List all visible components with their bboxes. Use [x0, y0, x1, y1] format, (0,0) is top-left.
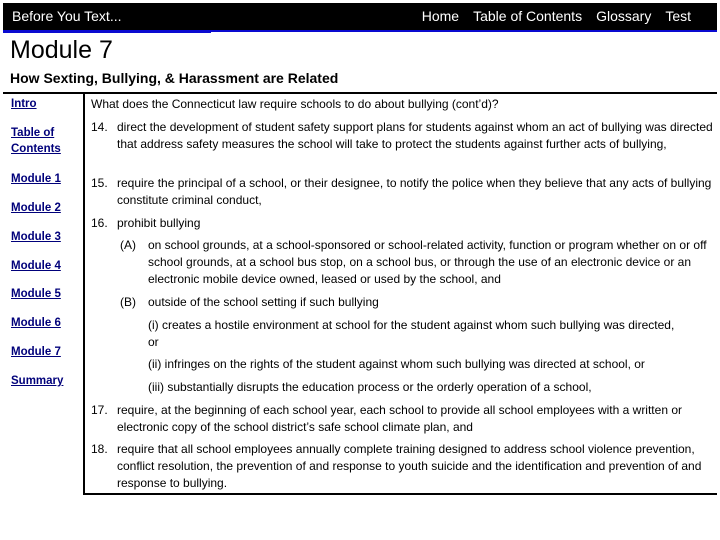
sidebar-item-module-2[interactable]: Module 2: [11, 202, 61, 214]
header-accent-line: [211, 30, 717, 32]
sidebar-item-module-3[interactable]: Module 3: [11, 231, 61, 243]
nav-table-of-contents[interactable]: Table of Contents: [473, 8, 583, 24]
question-heading: What does the Connecticut law require schools to do about bullying (cont’d)?: [91, 97, 499, 111]
page-title: Module 7: [10, 36, 113, 64]
top-bar: [3, 3, 717, 30]
list-item: prohibit bullying: [117, 216, 201, 230]
list-item: (i) creates a hostile environment at school for the student against whom such bullying was directed, or: [148, 318, 675, 349]
divider: [3, 92, 717, 94]
list-item: (ii) infringes on the rights of the student against whom such bullying was directed at school, or: [148, 357, 645, 371]
bottom-divider: [83, 493, 717, 495]
item-number: 14.: [91, 120, 108, 134]
top-nav: [422, 8, 691, 24]
sidebar-divider: [83, 93, 85, 495]
item-number: 17.: [91, 403, 108, 417]
header-accent: [3, 30, 211, 33]
sidebar-item-table-of-contents[interactable]: Table of Contents: [11, 127, 61, 155]
list-item: require, at the beginning of each school year, each school to provide all school employees with a written or electronic copy of the school district’s safe school climate plan, and: [117, 403, 682, 434]
sidebar-item-summary[interactable]: Summary: [11, 375, 64, 387]
page-subtitle: How Sexting, Bullying, & Harassment are Related: [10, 70, 339, 86]
app-title: Before You Text...: [12, 8, 122, 24]
sidebar-item-module-5[interactable]: Module 5: [11, 288, 61, 300]
sidebar-item-module-1[interactable]: Module 1: [11, 173, 61, 185]
list-item: require the principal of a school, or their designee, to notify the police when they believe that any acts of bullying constitute criminal conduct,: [117, 176, 712, 207]
item-number: 15.: [91, 176, 108, 190]
nav-glossary[interactable]: Glossary: [596, 8, 652, 24]
list-item: outside of the school setting if such bullying: [148, 295, 379, 309]
item-number: 18.: [91, 442, 108, 456]
item-number: (B): [120, 295, 136, 309]
nav-home[interactable]: Home: [421, 8, 460, 24]
list-item: on school grounds, at a school-sponsored or school-related activity, function or program whether on or off school grounds, at a school bus stop, on a school bus, or through the use of an electronic device or an electronic mobile device owned, leased or used by the school, and: [148, 238, 707, 286]
sidebar-item-module-6[interactable]: Module 6: [11, 317, 61, 329]
sidebar-item-module-7[interactable]: Module 7: [11, 346, 61, 358]
sidebar-item-intro[interactable]: Intro: [11, 98, 37, 110]
item-number: (A): [120, 238, 136, 252]
item-number: 16.: [91, 216, 108, 230]
list-item: (iii) substantially disrupts the education process or the orderly operation of a school,: [148, 380, 592, 394]
list-item: direct the development of student safety support plans for students against whom an act of bullying was directed that address safety measures the school will take to protect the students against further acts of bullying,: [117, 120, 713, 151]
nav-test[interactable]: Test: [665, 8, 691, 24]
sidebar-item-module-4[interactable]: Module 4: [11, 260, 61, 272]
list-item: require that all school employees annually complete training designed to address school violence prevention, conflict resolution, the prevention of and response to youth suicide and the identification and prevention of and response to bullying.: [117, 442, 702, 490]
